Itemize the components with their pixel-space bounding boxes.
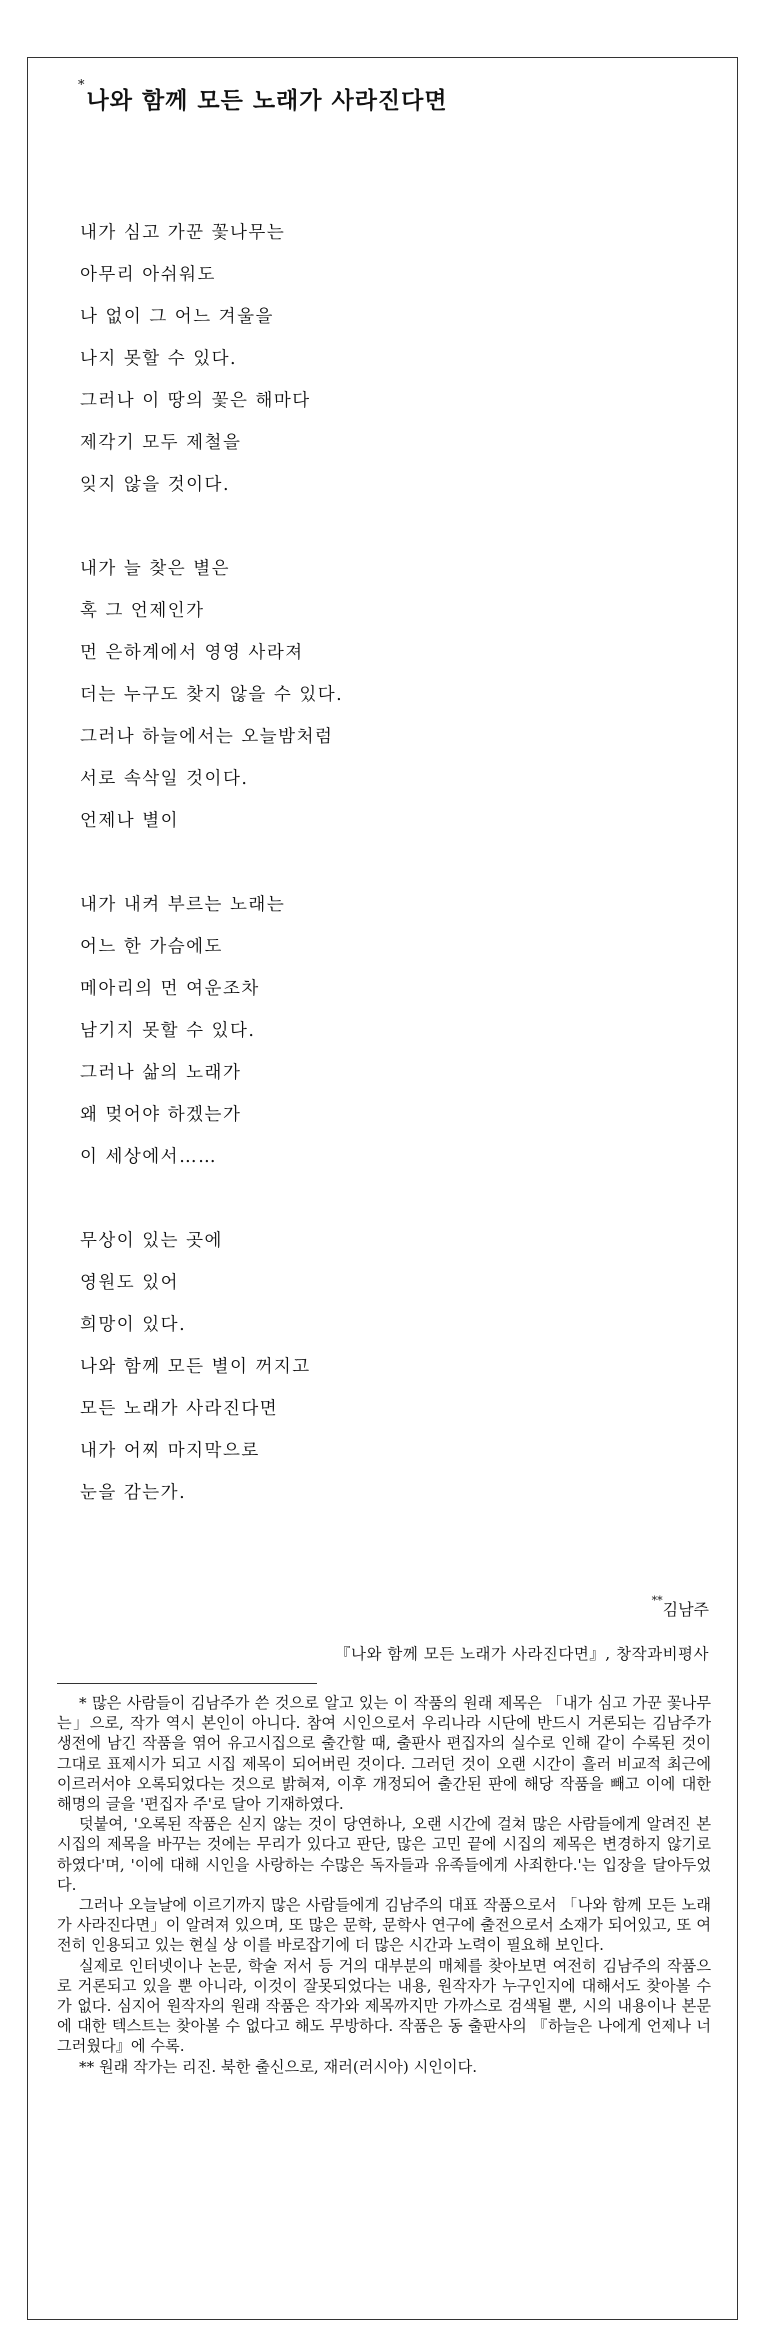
poem-line: 이 세상에서…… <box>80 1147 218 1167</box>
poem-line: 내가 심고 가꾼 꽃나무는 <box>80 223 286 243</box>
poem-line: 나 없이 그 어느 겨울을 <box>80 307 274 327</box>
poem-line: 잊지 않을 것이다. <box>80 475 231 495</box>
poem-line: 그러나 삶의 노래가 <box>80 1063 242 1083</box>
poem-line: 내가 내켜 부르는 노래는 <box>80 895 286 915</box>
footnote-divider <box>57 1683 317 1684</box>
source-citation: 『나와 함께 모든 노래가 사라진다면』, 창작과비평사 <box>334 1645 709 1663</box>
poem-line: 눈을 감는가. <box>80 1483 187 1503</box>
poem-line: 먼 은하계에서 영영 사라져 <box>80 643 304 663</box>
poem-line: 언제나 별이 <box>80 811 180 831</box>
poem-line: 어느 한 가슴에도 <box>80 937 223 957</box>
stanza-3 <box>80 884 680 1178</box>
poem-line: 내가 늘 찾은 별은 <box>80 559 231 579</box>
poem-line: 메아리의 먼 여운조차 <box>80 979 260 999</box>
footnote-paragraph: ** 원래 작가는 리진. 북한 출신으로, 재러(러시아) 시인이다. <box>79 2057 478 2076</box>
title-footnote-marker: * <box>78 78 86 93</box>
poem-line: 더는 누구도 찾지 않을 수 있다. <box>80 685 344 705</box>
footnote-paragraph: 실제로 인터넷이나 논문, 학술 저서 등 거의 대부분의 매체를 찾아보면 여전히 김남주의 작품으로 거론되고 있을 뿐 아니라, 이것이 잘못되었다는 내용, 원작자가 누구인지에 대해서도 찾아볼 수가 없다. 심지어 원작자의 원래 작품은 작가와 제목까지만 가까스로 검색될 뿐, 시의 내용이나 본문에 대한 텍스트는 찾아볼 수 없다고 해도 무방하다. 작품은 동 출판사의 『하늘은 나에게 언제나 너그러웠다』에 수록. <box>57 1956 711 2056</box>
stanza-4 <box>80 1220 680 1514</box>
poem-line: 아무리 아쉬워도 <box>80 265 216 285</box>
poem-line: 내가 어찌 마지막으로 <box>80 1441 260 1461</box>
footnote-paragraph: 그러나 오늘날에 이르기까지 많은 사람들에게 김남주의 대표 작품으로서 「나와 함께 모든 노래가 사라진다면」이 알려져 있으며, 또 많은 문학, 문학사 연구에 출전으로서 소재가 되어있고, 또 여전히 인용되고 있는 현실 상 이를 바로잡기에 더 많은 시간과 노력이 필요해 보인다. <box>57 1896 711 1955</box>
poem-body <box>80 212 680 1556</box>
footnotes <box>57 1693 711 2077</box>
poem-line: 혹 그 언제인가 <box>80 601 205 621</box>
author-footnote-marker: ** <box>651 1594 663 1607</box>
author-name-text: 김남주 <box>662 1600 709 1619</box>
poem-line: 남기지 못할 수 있다. <box>80 1021 256 1041</box>
poem-line: 그러나 이 땅의 꽃은 해마다 <box>80 391 311 411</box>
poem-title <box>78 78 448 115</box>
poem-line: 희망이 있다. <box>80 1315 187 1335</box>
stanza-1 <box>80 212 680 506</box>
poem-line: 서로 속삭일 것이다. <box>80 769 249 789</box>
author-name <box>651 1594 709 1620</box>
footnote-paragraph: 덧붙여, '오록된 작품은 싣지 않는 것이 당연하나, 오랜 시간에 걸쳐 많은 사람들에게 알려진 본 시집의 제목을 바꾸는 것에는 무리가 있다고 판단, 많은 고민 끝에 시집의 제목은 변경하지 않기로 하였다'며, '이에 대해 시인을 사랑하는 수많은 독자들과 유족들에게 사죄한다.'는 입장을 달아두었다. <box>57 1815 711 1894</box>
poem-title-text: 나와 함께 모든 노래가 사라진다면 <box>86 87 448 114</box>
poem-line: 무상이 있는 곳에 <box>80 1231 223 1251</box>
poem-line: 그러나 하늘에서는 오늘밤처럼 <box>80 727 334 747</box>
poem-line: 왜 멎어야 하겠는가 <box>80 1105 242 1125</box>
poem-line: 모든 노래가 사라진다면 <box>80 1399 279 1419</box>
poem-line: 나지 못할 수 있다. <box>80 349 238 369</box>
poem-line: 나와 함께 모든 별이 꺼지고 <box>80 1357 311 1377</box>
poem-line: 제각기 모두 제철을 <box>80 433 242 453</box>
footnote-paragraph: * 많은 사람들이 김남주가 쓴 것으로 알고 있는 이 작품의 원래 제목은 「내가 심고 가꾼 꽃나무는」으로, 작가 역시 본인이 아니다. 참여 시인으로서 우리나라 시단에 반드시 거론되는 김남주가 생전에 남긴 작품을 엮어 유고시집으로 출간할 때, 출판사 편집자의 실수로 인해 같이 수록된 것이 그대로 표제시가 되고 시집 제목이 되어버린 것이다. 그러던 것이 오랜 시간이 흘러 비교적 최근에 이르러서야 오록되었다는 것으로 밝혀져, 이후 개정되어 출간된 판에 해당 작품을 빼고 이에 대한 해명의 글을 '편집자 주'로 달아 기재하였다. <box>57 1694 711 1814</box>
stanza-2 <box>80 548 680 842</box>
poem-line: 영원도 있어 <box>80 1273 180 1293</box>
